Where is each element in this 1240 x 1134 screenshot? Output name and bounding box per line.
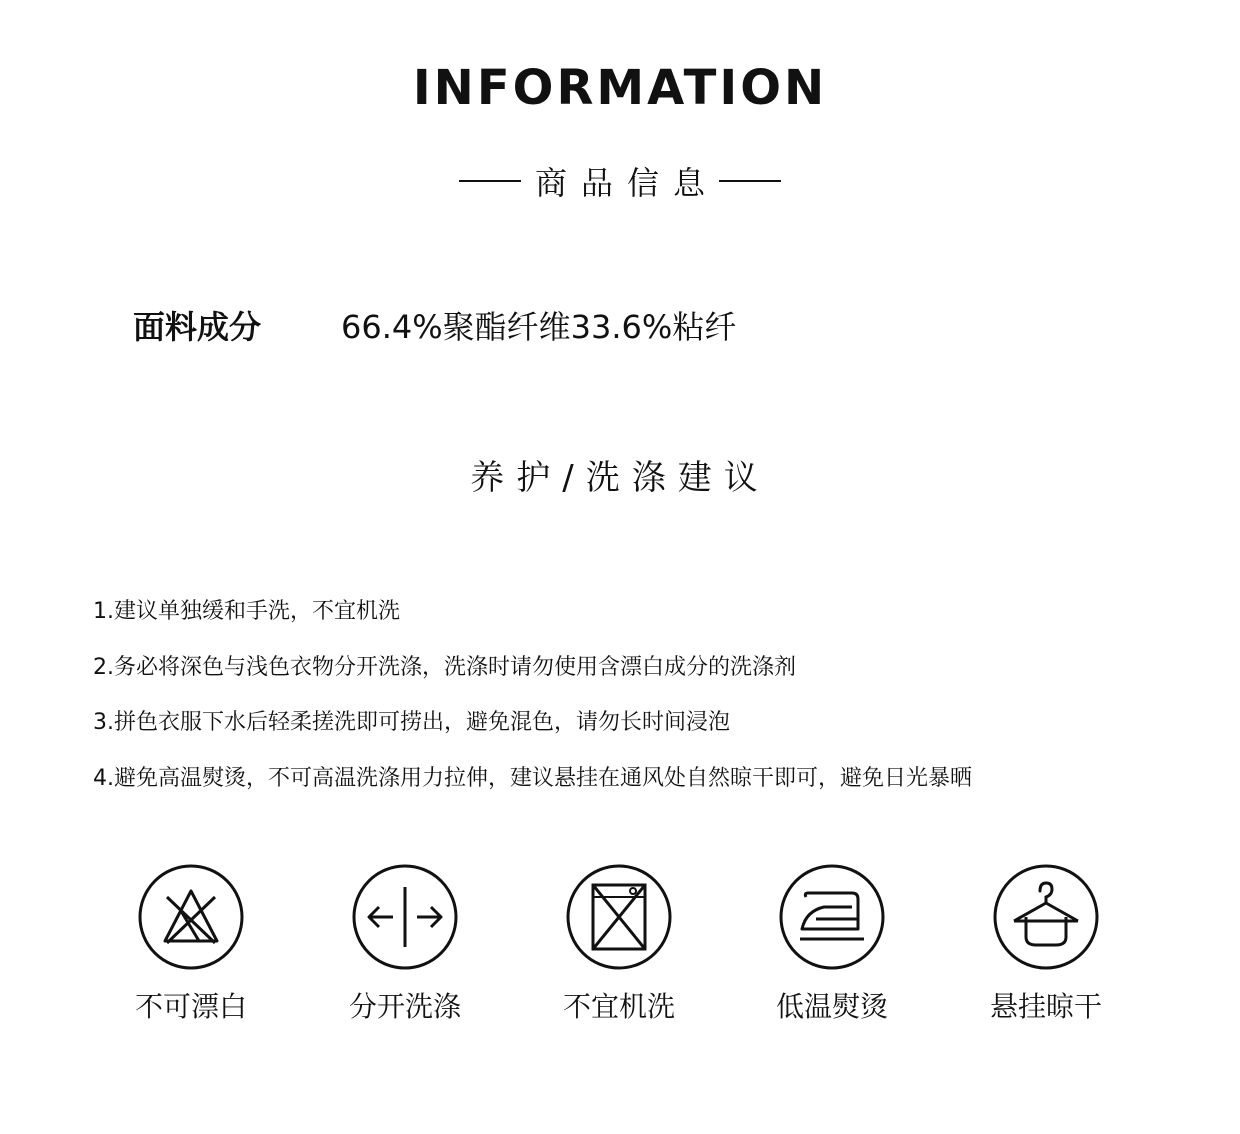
subtitle-row (0, 158, 1240, 204)
separate-wash-icon (351, 863, 459, 971)
icon-label: 低温熨烫 (775, 990, 888, 1023)
page-title: INFORMATION (412, 60, 828, 116)
no-bleach-icon (137, 863, 245, 971)
fabric-composition (133, 302, 736, 348)
icon-label: 悬挂晾干 (989, 990, 1102, 1023)
care-instruction-item: 2.务必将深色与浅色衣物分开洗涤，洗涤时请勿使用含漂白成分的洗涤剂 (93, 654, 796, 680)
care-icon-item (325, 863, 485, 1025)
care-icon-item (111, 863, 271, 1025)
care-icon-item (752, 863, 912, 1025)
fabric-label: 面料成分 (133, 308, 262, 346)
subtitle-right-line (719, 180, 781, 182)
care-icon-item (966, 863, 1126, 1025)
subtitle: 商品信息 (534, 164, 719, 202)
hang-dry-icon (992, 863, 1100, 971)
icon-label: 分开洗涤 (348, 990, 461, 1023)
fabric-value: 66.4%聚酯纤维33.6%粘纤 (341, 308, 737, 346)
care-icon-item (539, 863, 699, 1025)
icon-label: 不可漂白 (134, 990, 247, 1023)
care-instruction-item: 3.拼色衣服下水后轻柔搓洗即可捞出，避免混色，请勿长时间浸泡 (93, 710, 730, 735)
care-instruction-item: 1.建议单独缓和手洗，不宜机洗 (93, 599, 400, 624)
icon-label: 不宜机洗 (562, 990, 675, 1023)
no-machine-wash-icon (565, 863, 673, 971)
care-instructions-list (93, 584, 972, 806)
care-instruction-item: 4.避免高温熨烫，不可高温洗涤用力拉伸，建议悬挂在通风处自然晾干即可，避免日光暴晒 (93, 765, 972, 791)
low-temp-iron-icon (778, 863, 886, 971)
subtitle-left-line (459, 180, 521, 182)
care-title: 养护/洗涤建议 (470, 458, 770, 498)
